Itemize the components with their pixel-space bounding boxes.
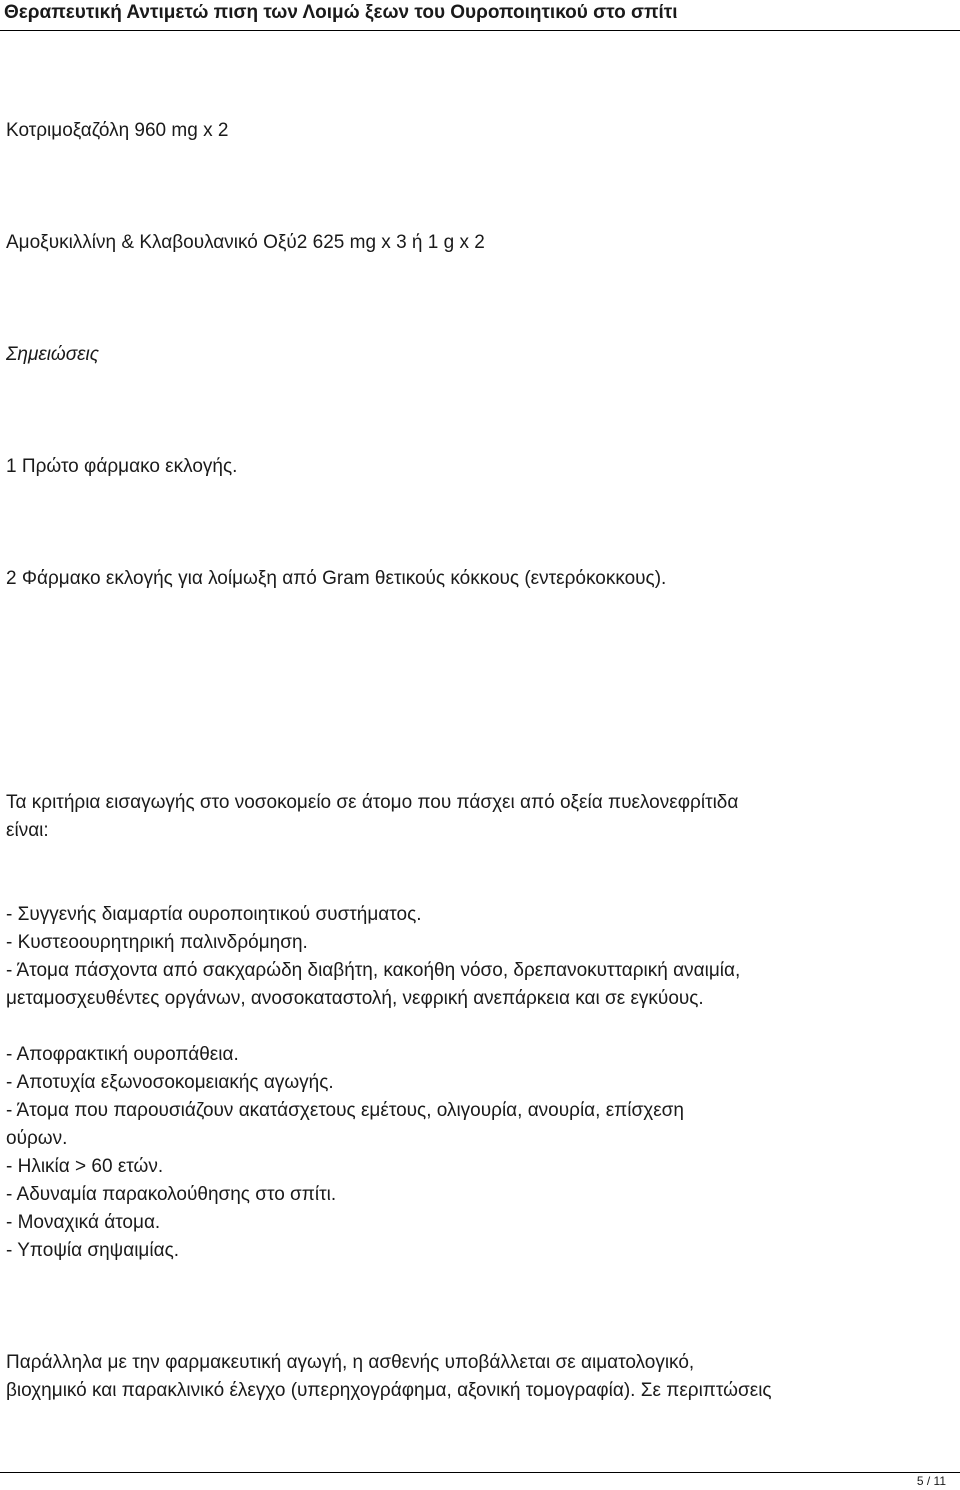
drug-line-1: Κοτριμοξαζόλη 960 mg x 2 bbox=[6, 120, 229, 141]
page-title: Θεραπευτική Αντιμετώ πιση των Λοιμώ ξεων του Ουροποιητικού στο σπίτι bbox=[4, 2, 678, 23]
criteria-item: - Αποτυχία εξωνοσοκομειακής αγωγής. bbox=[6, 1072, 334, 1093]
criteria-item: - Μοναχικά άτομα. bbox=[6, 1212, 161, 1233]
criteria-item: - Αδυναμία παρακολούθησης στο σπίτι. bbox=[6, 1184, 337, 1205]
criteria-item-cont: ούρων. bbox=[6, 1128, 68, 1149]
closing-paragraph-cont: βιοχημικό και παρακλινικό έλεγχο (υπερηχογράφημα, αξονική τομογραφία). Σε περιπτώσεις bbox=[6, 1380, 772, 1401]
criteria-item: - Αποφρακτική ουροπάθεια. bbox=[6, 1044, 239, 1065]
note-2: 2 Φάρμακο εκλογής για λοίμωξη από Gram θετικούς κόκκους (εντερόκοκκους). bbox=[6, 568, 667, 589]
criteria-item: - Ηλικία > 60 ετών. bbox=[6, 1156, 164, 1177]
criteria-intro-cont: είναι: bbox=[6, 820, 49, 841]
drug-line-2: Αμοξυκιλλίνη & Κλαβουλανικό Οξύ2 625 mg x 3 ή 1 g x 2 bbox=[6, 232, 485, 253]
note-1: 1 Πρώτο φάρμακο εκλογής. bbox=[6, 456, 238, 477]
criteria-item: - Συγγενής διαμαρτία ουροποιητικού συστήματος. bbox=[6, 904, 422, 925]
criteria-item: - Άτομα πάσχοντα από σακχαρώδη διαβήτη, κακοήθη νόσο, δρεπανοκυτταρική αναιμία, bbox=[6, 960, 741, 981]
criteria-item: - Κυστεοουρητηρική παλινδρόμηση. bbox=[6, 932, 308, 953]
notes-heading: Σημειώσεις bbox=[6, 344, 99, 365]
criteria-item: - Άτομα που παρουσιάζουν ακατάσχετους εμέτους, ολιγουρία, ανουρία, επίσχεση bbox=[6, 1100, 684, 1121]
criteria-item: - Υποψία σηψαιμίας. bbox=[6, 1240, 180, 1261]
criteria-item-cont: μεταμοσχευθέντες οργάνων, ανοσοκαταστολή, νεφρική ανεπάρκεια και σε εγκύους. bbox=[6, 988, 704, 1009]
closing-paragraph: Παράλληλα με την φαρμακευτική αγωγή, η ασθενής υποβάλλεται σε αιματολογικό, bbox=[6, 1352, 695, 1373]
footer-divider bbox=[0, 1472, 960, 1473]
criteria-intro: Τα κριτήρια εισαγωγής στο νοσοκομείο σε άτομο που πάσχει από οξεία πυελονεφρίτιδα bbox=[6, 792, 739, 813]
page-number: 5 / 11 bbox=[916, 1474, 946, 1488]
header-divider bbox=[0, 30, 960, 31]
